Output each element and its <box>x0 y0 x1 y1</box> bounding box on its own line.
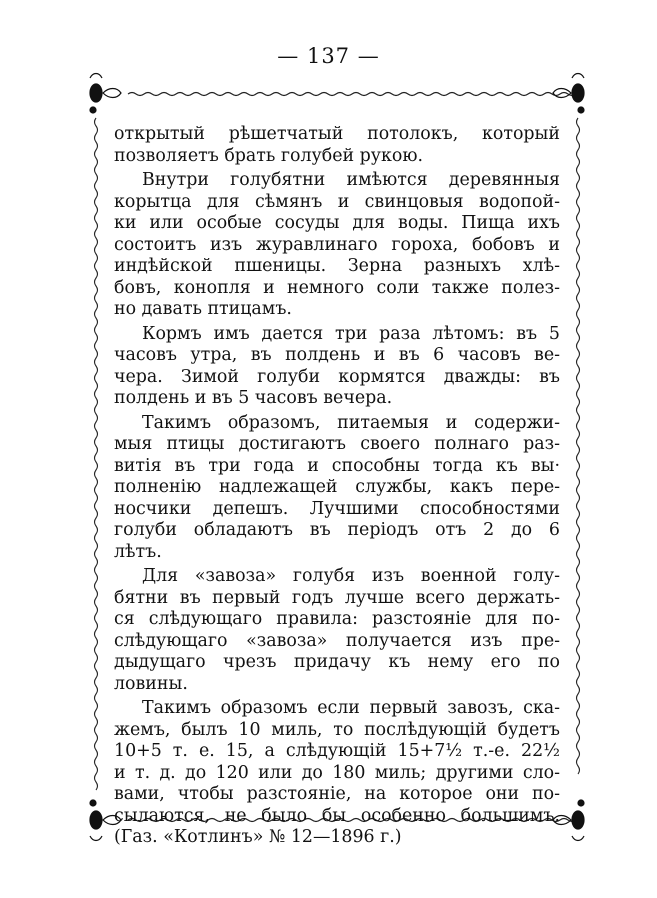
text-line: часовъ утра, въ полдень и въ 6 часовъ ве- <box>114 345 560 365</box>
paragraph <box>114 413 560 564</box>
left-border-wave <box>95 118 98 790</box>
text-line: бовъ, конопля и немного соли также полез- <box>114 277 560 298</box>
text-line: витія въ три года и способны тогда къ вы· <box>114 455 560 476</box>
text-line: носчики депешъ. Лучшими способностями <box>114 498 560 519</box>
text-line: жемъ, былъ 10 миль, то послѣдующій будетъ <box>114 719 560 740</box>
text-line: Такимъ образомъ если первый завозъ, ска- <box>142 698 560 718</box>
paragraph <box>114 170 560 321</box>
text-line: Внутри голубятни имѣются деревянныя <box>142 170 560 190</box>
text-line: состоитъ изъ журавлинаго гороха, бобовъ и <box>114 234 560 255</box>
text-line: вами, чтобы разстояніе, на которое они по- <box>114 784 560 804</box>
text-line: ки или особые сосуды для воды. Пища ихъ <box>114 213 560 233</box>
text-line: полненію надлежащей службы, какъ пере- <box>114 477 560 497</box>
text-line: и т. д. до 120 или до 180 миль; другими сло- <box>114 762 560 783</box>
text-line: индѣйской пшеницы. Зерна разныхъ хлѣ- <box>114 256 560 276</box>
paragraph <box>114 698 560 849</box>
text-line: открытый рѣшетчатый потолокъ, который <box>114 124 560 144</box>
text-line: Такимъ образомъ, питаемыя и содержи- <box>142 412 560 433</box>
right-border-wave <box>577 118 580 774</box>
text-line: Кормъ имъ дается три раза лѣтомъ: въ 5 <box>142 323 560 344</box>
text-line: мыя птицы достигаютъ своего полнаго раз- <box>114 434 560 454</box>
text-line: ловины. <box>114 673 188 694</box>
text-line: но давать птицамъ. <box>114 299 292 319</box>
text-line: позволяетъ брать голубей рукою. <box>114 145 424 166</box>
corner-ornament-top-left <box>90 74 121 114</box>
text-line: лѣтъ. <box>114 541 162 562</box>
text-line: дыдущаго чрезъ придачу къ нему его по <box>114 652 560 672</box>
corner-ornament-top-right <box>553 74 584 114</box>
text-line: ся слѣдующаго правила: разстояніе для по- <box>114 609 560 629</box>
body-text <box>114 124 560 849</box>
text-line: полдень и въ 5 часовъ вечера. <box>114 388 393 408</box>
text-line: голуби обладаютъ въ періодъ отъ 2 до 6 <box>114 520 560 540</box>
text-line: сылаются, не было бы особенно большимъ. <box>114 805 560 826</box>
top-border-wave <box>128 93 576 96</box>
text-line: Для «завоза» голубя изъ военной голу- <box>142 566 560 586</box>
text-line: корытца для сѣмянъ и свинцовыя водопой- <box>114 191 560 212</box>
paragraph <box>114 566 560 695</box>
paragraph <box>114 324 560 410</box>
text-line: бятни въ первый годъ лучше всего держать- <box>114 587 560 608</box>
text-line: (Газ. «Котлинъ» № 12—1896 г.) <box>114 827 402 847</box>
text-line: чера. Зимой голуби кормятся дважды: въ <box>114 366 560 387</box>
paragraph <box>114 124 560 167</box>
text-line: слѣдующаго «завоза» получается изъ пре- <box>114 630 560 651</box>
text-line: 10+5 т. е. 15, а слѣдующій 15+7½ т.-е. 22½ <box>114 741 560 761</box>
page-number: — 137 — <box>277 44 380 68</box>
